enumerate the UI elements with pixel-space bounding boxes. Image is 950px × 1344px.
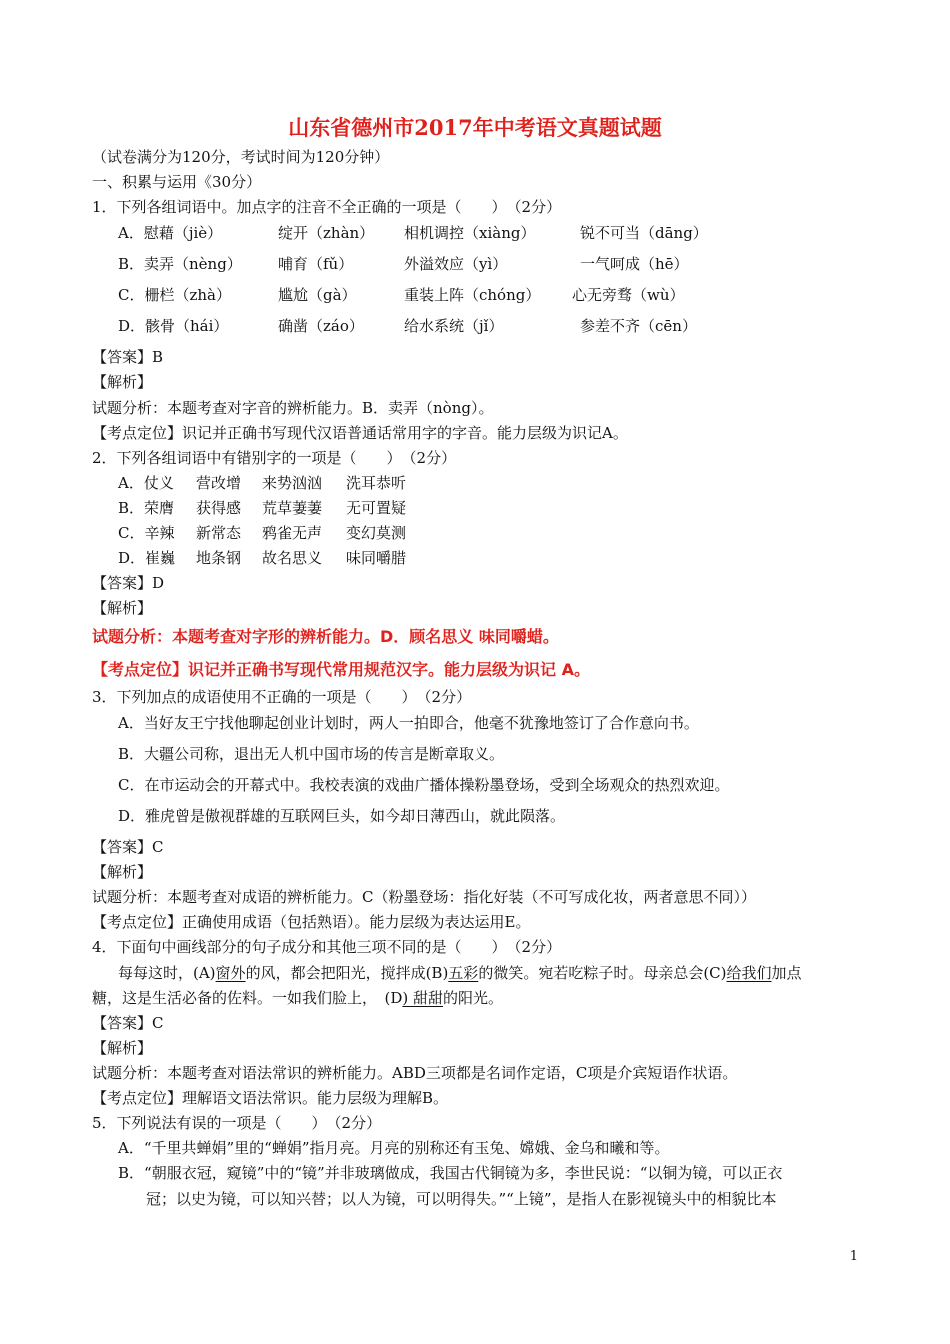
q2-b-2: 获得感 bbox=[196, 499, 242, 517]
q4-text: 的风，都会把阳光，搅拌成(B) bbox=[245, 964, 449, 982]
q2-analysis-label: 【解析】 bbox=[92, 599, 153, 617]
q2-d-3: 故名思义 bbox=[262, 549, 323, 567]
q2-d-4: 味同嚼腊 bbox=[346, 549, 407, 567]
q1-point: 【考点定位】识记并正确书写现代汉语普通话常用字的字音。能力层级为识记A。 bbox=[92, 424, 628, 442]
q2-d-1: D．崔巍 bbox=[118, 549, 176, 567]
q2-d-2: 地条钢 bbox=[196, 549, 242, 567]
q4-passage-line-2 bbox=[92, 987, 503, 1009]
q4-underlined-c: 给我们 bbox=[726, 964, 772, 982]
q2-c-3: 鸦雀无声 bbox=[262, 524, 323, 542]
q4-analysis-label: 【解析】 bbox=[92, 1039, 153, 1057]
q2-a-1: A．仗义 bbox=[118, 474, 174, 492]
q1-stem: 1．下列各组词语中。加点字的注音不全正确的一项是（ ） （2分） bbox=[92, 198, 562, 216]
q1-b-2: 哺育（fǔ） bbox=[278, 255, 354, 273]
q5-stem: 5．下列说法有误的一项是（ ） （2分） bbox=[92, 1114, 382, 1132]
q3-answer: 【答案】C bbox=[92, 838, 164, 856]
q4-text: 糖，这是生活必备的佐料。一如我们脸上， (D bbox=[92, 989, 403, 1007]
q2-analysis: 试题分析：本题考查对字形的辨析能力。D．顾名思义 味同嚼蜡。 bbox=[92, 627, 559, 646]
q1-analysis-label: 【解析】 bbox=[92, 373, 153, 391]
page-title: 山东省德州市2017年中考语文真题试题 bbox=[288, 115, 662, 140]
q5-option-b-line2: 冠；以史为镜，可以知兴替；以人为镜，可以明得失。”“上镜”，是指人在影视镜头中的相貌比本 bbox=[146, 1190, 777, 1208]
q1-d-4: 参差不齐（cēn） bbox=[580, 317, 697, 335]
q3-option-b: B．大疆公司称，退出无人机中国市场的传言是断章取义。 bbox=[118, 745, 505, 763]
q1-analysis: 试题分析：本题考查对字音的辨析能力。B．卖弄（nòng）。 bbox=[92, 399, 494, 417]
q4-text: 加点 bbox=[771, 964, 802, 982]
q1-b-1: B．卖弄（nèng） bbox=[118, 255, 242, 273]
q3-option-d: D．雅虎曾是傲视群雄的互联网巨头，如今却日薄西山，就此陨落。 bbox=[118, 807, 566, 825]
q3-analysis: 试题分析：本题考查对成语的辨析能力。C（粉墨登场：指化好装（不可写成化妆，两者意思不同）） bbox=[92, 888, 756, 906]
q1-a-3: 相机调控（xiàng） bbox=[404, 224, 536, 242]
q4-stem: 4．下面句中画线部分的句子成分和其他三项不同的是（ ） （2分） bbox=[92, 938, 562, 956]
q1-a-4: 锐不可当（dāng） bbox=[580, 224, 708, 242]
q5-option-a: A．“千里共蝉娟”里的“蝉娟”指月亮。月亮的别称还有玉兔、嫦娥、金乌和曦和等。 bbox=[118, 1139, 670, 1157]
q2-c-1: C．辛辣 bbox=[118, 524, 175, 542]
q4-underlined-d: ) 甜甜 bbox=[402, 989, 444, 1007]
page-number: 1 bbox=[849, 1249, 858, 1264]
q4-text: 的微笑。宛若吃粽子时。母亲总会(C) bbox=[478, 964, 727, 982]
q4-analysis: 试题分析：本题考查对语法常识的辨析能力。ABD三项都是名词作定语，C项是介宾短语作状语。 bbox=[92, 1064, 738, 1082]
q1-b-4: 一气呵成（hē） bbox=[580, 255, 689, 273]
q1-answer: 【答案】B bbox=[92, 348, 164, 366]
q4-answer: 【答案】C bbox=[92, 1014, 164, 1032]
q2-a-4: 洗耳恭听 bbox=[346, 474, 407, 492]
q3-point: 【考点定位】正确使用成语（包括熟语）。能力层级为表达运用E。 bbox=[92, 913, 531, 931]
q2-b-4: 无可置疑 bbox=[346, 499, 407, 517]
q2-point: 【考点定位】识记并正确书写现代常用规范汉字。能力层级为识记 A。 bbox=[92, 660, 590, 679]
q4-text: 的阳光。 bbox=[443, 989, 504, 1007]
q1-a-1: A．慰藉（jiè） bbox=[118, 224, 223, 242]
q2-stem: 2．下列各组词语中有错别字的一项是（ ） （2分） bbox=[92, 449, 457, 467]
q2-b-3: 荒草萋萋 bbox=[262, 499, 323, 517]
q1-a-2: 绽开（zhàn） bbox=[278, 224, 375, 242]
q1-d-3: 给水系统（jǐ） bbox=[404, 317, 504, 335]
q4-point: 【考点定位】理解语文语法常识。能力层级为理解B。 bbox=[92, 1089, 449, 1107]
q2-c-4: 变幻莫测 bbox=[346, 524, 407, 542]
q1-d-1: D．骸骨（hái） bbox=[118, 317, 229, 335]
q1-c-2: 尴尬（gà） bbox=[278, 286, 357, 304]
q2-b-1: B．荣膺 bbox=[118, 499, 175, 517]
q3-analysis-label: 【解析】 bbox=[92, 863, 153, 881]
q2-c-2: 新常态 bbox=[196, 524, 242, 542]
q3-option-a: A．当好友王宁找他聊起创业计划时，两人一拍即合，他毫不犹豫地签订了合作意向书。 bbox=[118, 714, 699, 732]
q4-passage-line-1 bbox=[118, 962, 802, 984]
q1-c-3: 重装上阵（chóng） bbox=[404, 286, 541, 304]
q1-b-3: 外溢效应（yì） bbox=[404, 255, 508, 273]
q3-option-c: C．在市运动会的开幕式中。我校表演的戏曲广播体操粉墨登场，受到全场观众的热烈欢迎。 bbox=[118, 776, 730, 794]
q1-c-4: 心无旁骛（wù） bbox=[572, 286, 685, 304]
q4-underlined-b: 五彩 bbox=[448, 964, 479, 982]
section-heading: 一、积累与运用《30分） bbox=[92, 173, 262, 191]
q1-c-1: C．栅栏（zhà） bbox=[118, 286, 231, 304]
q2-answer: 【答案】D bbox=[92, 574, 165, 592]
exam-note: （试卷满分为120分，考试时间为120分钟） bbox=[92, 148, 390, 166]
q4-text: 每每这时，(A) bbox=[118, 964, 216, 982]
q4-underlined-a: 窗外 bbox=[215, 964, 246, 982]
q2-a-3: 来势汹汹 bbox=[262, 474, 323, 492]
q1-d-2: 确凿（záo） bbox=[278, 317, 364, 335]
q5-option-b-line1: B．“朝服衣冠，窥镜”中的“镜”并非玻璃做成，我国古代铜镜为多，李世民说：“以铜为镜，可以正衣 bbox=[118, 1164, 783, 1182]
q2-a-2: 营改增 bbox=[196, 474, 242, 492]
q3-stem: 3．下列加点的成语使用不正确的一项是（ ） （2分） bbox=[92, 688, 472, 706]
